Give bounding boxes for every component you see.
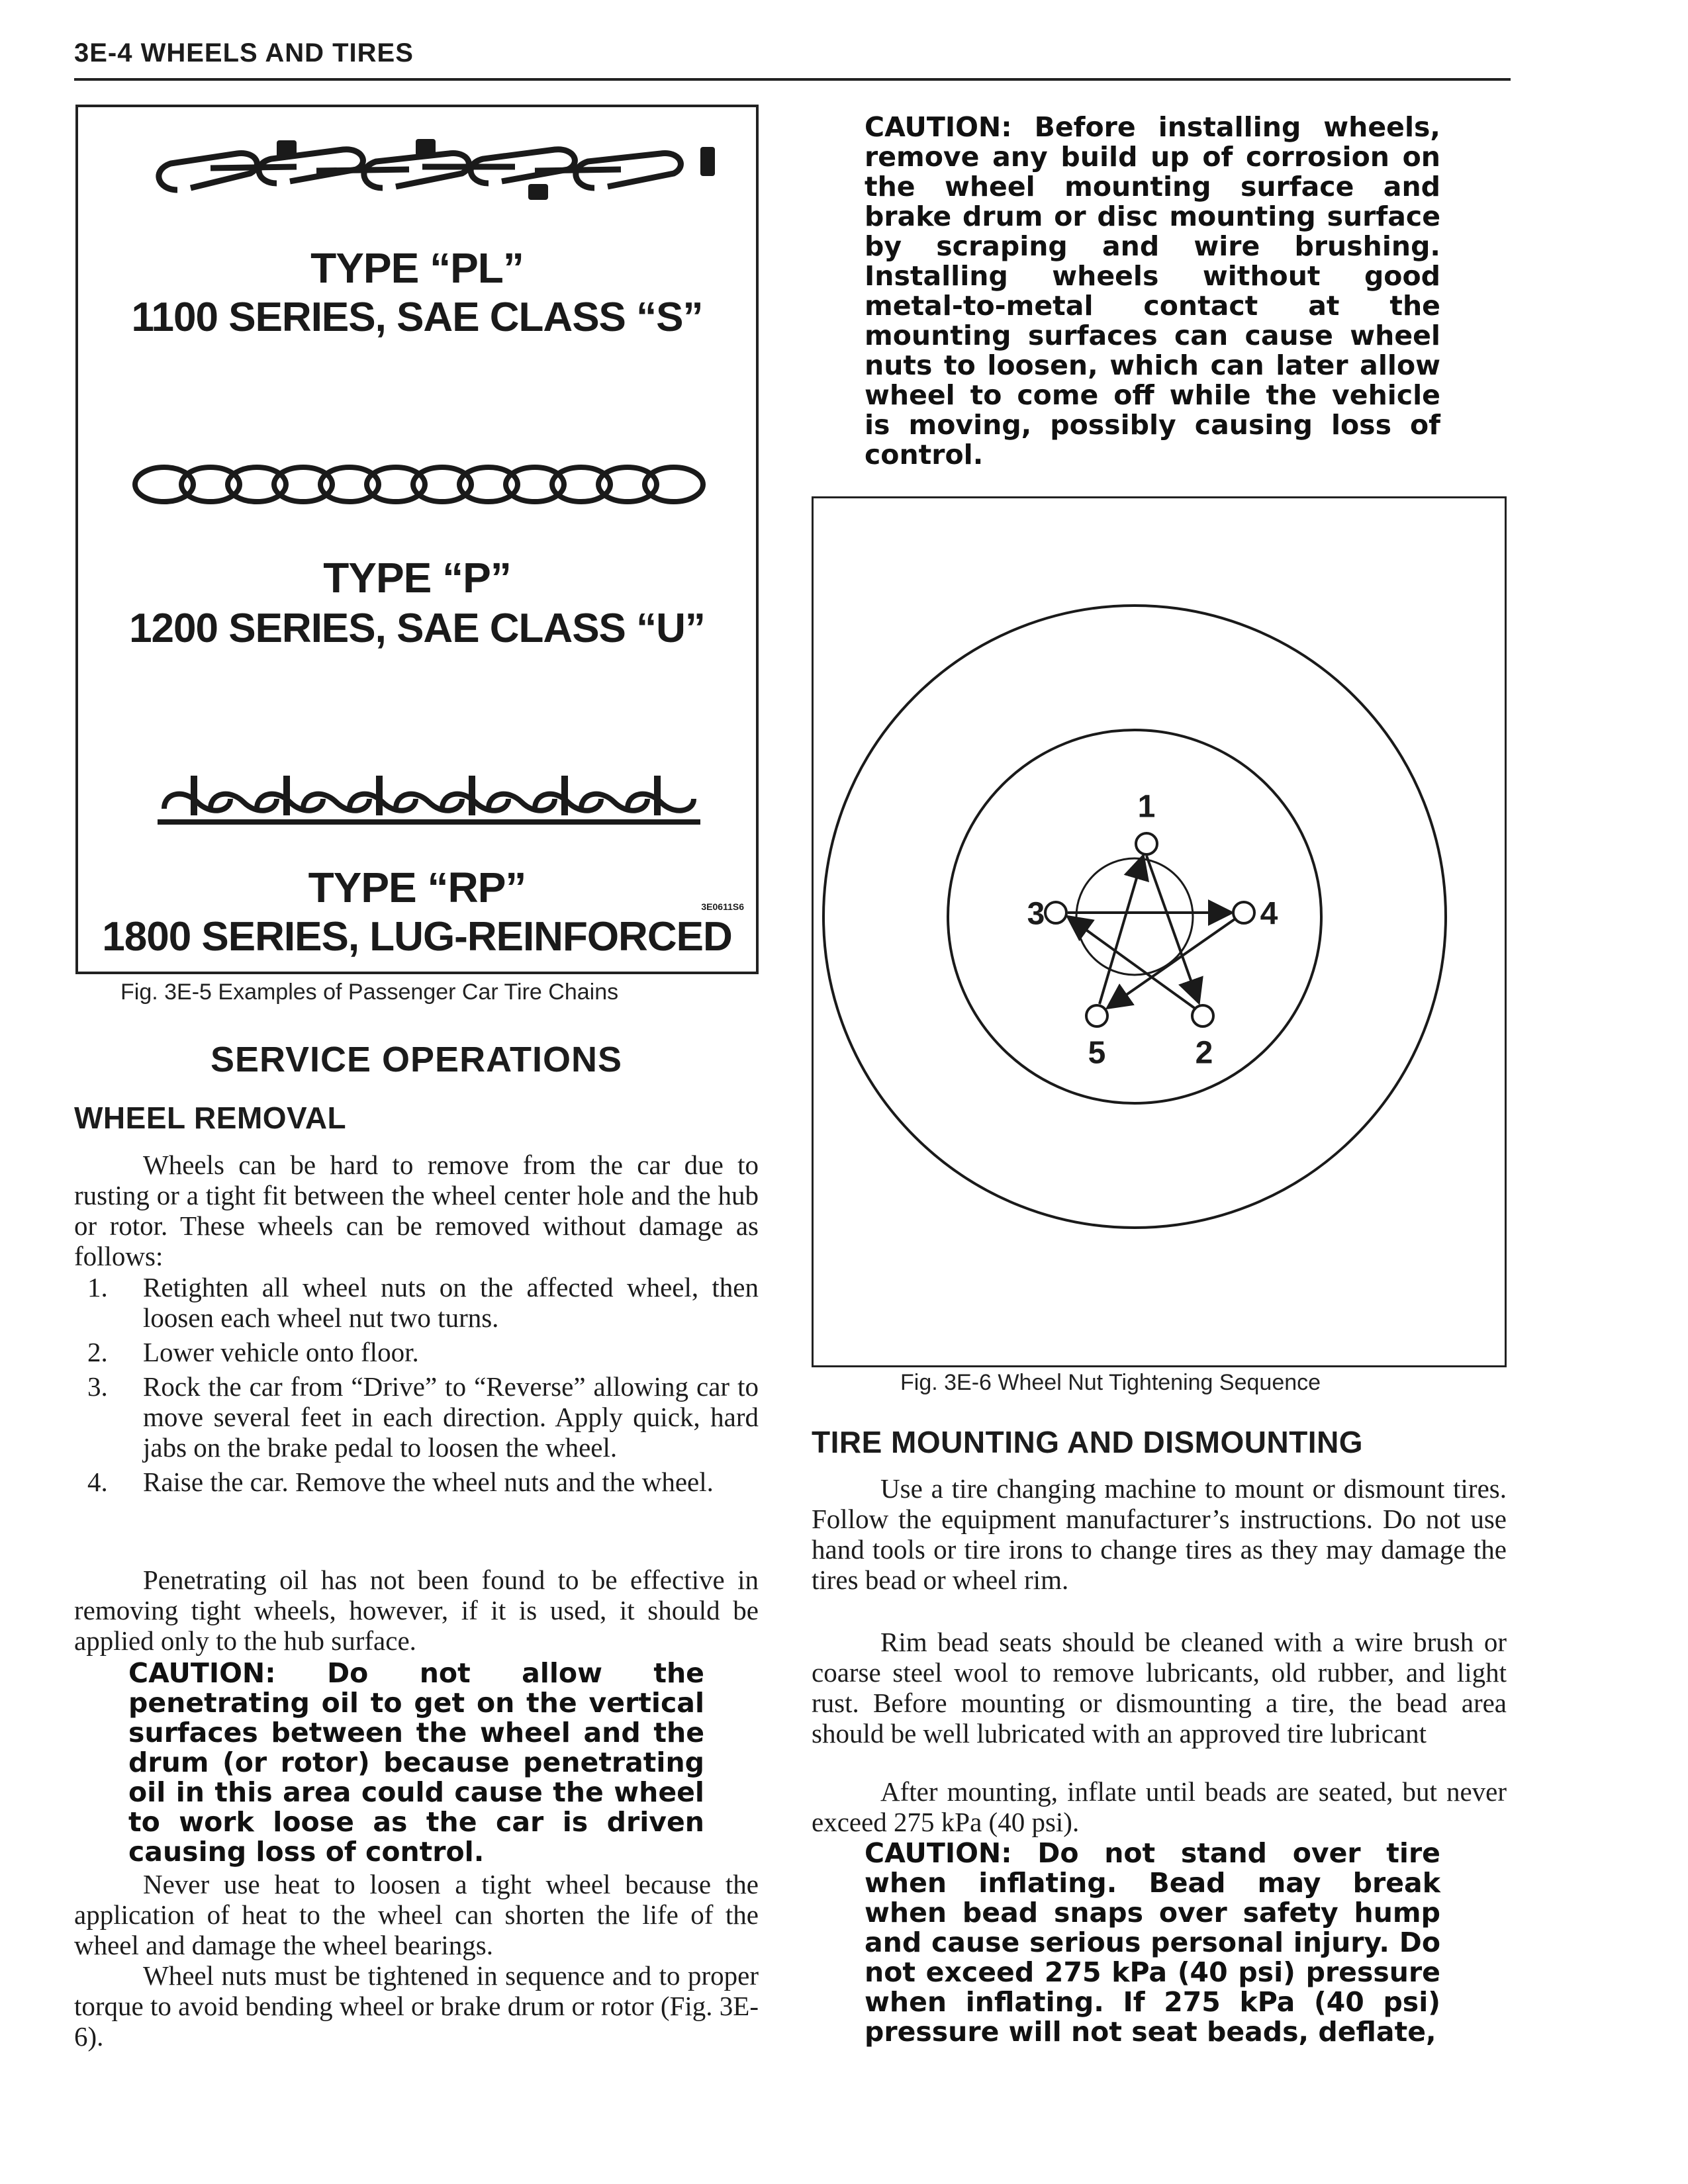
sequence-arrow-2-3 [1068, 917, 1196, 1009]
sequence-arrow-5-1 [1100, 856, 1143, 1004]
list-item: 1. Retighten all wheel nuts on the affected wheel, then loosen each wheel nut two turns. [87, 1272, 759, 1333]
nut-number-label: 5 [1088, 1035, 1106, 1071]
chain-series-label: 1200 SERIES, SAE CLASS “U” [129, 606, 705, 651]
chain-link-icon [78, 127, 756, 206]
nut-number-label: 2 [1195, 1035, 1213, 1071]
figure-caption: Fig. 3E-6 Wheel Nut Tightening Sequence [900, 1370, 1321, 1395]
sequence-arrow-4-5 [1107, 919, 1235, 1008]
caution-inflating: CAUTION: Do not stand over tire when inflating. Bead may break when bead snaps over safety hump and cause serious personal injury. Do not exceed 275 kPa (40 psi) pressure when inflating. If 275 kPa (40 psi) pressure will not seat beads, deflate, [865, 1837, 1440, 2048]
figure-part-number: 3E0611S6 [701, 901, 744, 912]
tire-outer-circle [823, 606, 1446, 1228]
penetrating-oil-paragraph: Penetrating oil has not been found to be effective in removing tight wheels, however, if it is used, it should be applied only to the hub surface. [74, 1565, 759, 1656]
caution-before-installing: CAUTION: Before installing wheels, remove any build up of corrosion on the wheel mounting surface and brake drum or disc mounting surface by scraping and wire brushing. Installing wheels without good metal-to-metal contact at the mounting surfaces can cause wheel nuts to loosen, which can later allow wheel to come off while the vehicle is moving, possibly causing loss of control. [865, 111, 1440, 471]
chain-series-label: 1100 SERIES, SAE CLASS “S” [131, 295, 703, 340]
heat-warning-paragraph: Never use heat to loosen a tight wheel because the application of heat to the wheel can shorten the life of the wheel and damage the wheel bearings. [74, 1869, 759, 1960]
wheel-removal-steps [74, 1272, 759, 1501]
wheel-diagram [814, 498, 1509, 1369]
section-heading: SERVICE OPERATIONS [210, 1040, 623, 1079]
lug-nut-1 [1136, 833, 1157, 854]
nut-number-label: 4 [1260, 896, 1278, 932]
figure-caption: Fig. 3E-5 Examples of Passenger Car Tire Chains [120, 979, 619, 1005]
list-item: 2. Lower vehicle onto floor. [87, 1337, 419, 1367]
wheel-nut-sequence-figure [812, 496, 1507, 1367]
bead-seat-paragraph: Rim bead seats should be cleaned with a wire brush or coarse steel wool to remove lubricants, old rubber, and light rust. Before mounting or dismounting a tire, the bead area should be well lubricated with an approved tire lubricant [812, 1627, 1507, 1749]
list-item: 3. Rock the car from “Drive” to “Reverse” allowing car to move several feet in each direction. Apply quick, hard jabs on the brake pedal to loosen the wheel. [87, 1371, 759, 1463]
nut-number-label: 1 [1137, 789, 1156, 825]
header-rule [74, 78, 1511, 81]
inflation-paragraph: After mounting, inflate until beads are seated, but never exceed 275 kPa (40 psi). [812, 1776, 1507, 1837]
nut-number-label: 3 [1027, 896, 1045, 932]
chain-series-label: 1800 SERIES, LUG-REINFORCED [102, 914, 732, 960]
lug-nut-3 [1045, 902, 1066, 923]
running-head: 3E-4 WHEELS AND TIRES [74, 38, 414, 68]
wheel-removal-intro: Wheels can be hard to remove from the car due to rusting or a tight fit between the wheel center hole and the hub or rotor. These wheels can be removed without damage as follows: [74, 1150, 759, 1271]
lug-nut-4 [1233, 902, 1254, 923]
subsection-heading: TIRE MOUNTING AND DISMOUNTING [812, 1425, 1364, 1459]
chain-type-label: TYPE “PL” [310, 244, 524, 292]
lug-nut-5 [1086, 1005, 1107, 1026]
subsection-heading: WHEEL REMOVAL [74, 1101, 347, 1135]
chain-type-label: TYPE “P” [323, 554, 511, 602]
tire-chains-figure [75, 105, 759, 974]
tire-mounting-paragraph: Use a tire changing machine to mount or dismount tires. Follow the equipment manufacturer’s instructions. Do not use hand tools or tire irons to change tires as they may damage the tires bead or wheel rim. [812, 1473, 1507, 1595]
caution-penetrating-oil: CAUTION: Do not allow the penetrating oil to get on the vertical surfaces between the wheel and the drum (or rotor) because penetrating oil in this area could cause the wheel to work loose as the car is driven causing loss of control. [128, 1657, 704, 1868]
hub-circle [1076, 858, 1193, 975]
reinforced-chain-icon [78, 762, 756, 842]
tightening-paragraph: Wheel nuts must be tightened in sequence and to proper torque to avoid bending wheel or brake drum or rotor (Fig. 3E-6). [74, 1960, 759, 2052]
chain-type-label: TYPE “RP” [308, 864, 526, 911]
list-item: 4. Raise the car. Remove the wheel nuts and the wheel. [87, 1467, 714, 1497]
twisted-chain-icon [78, 451, 756, 518]
